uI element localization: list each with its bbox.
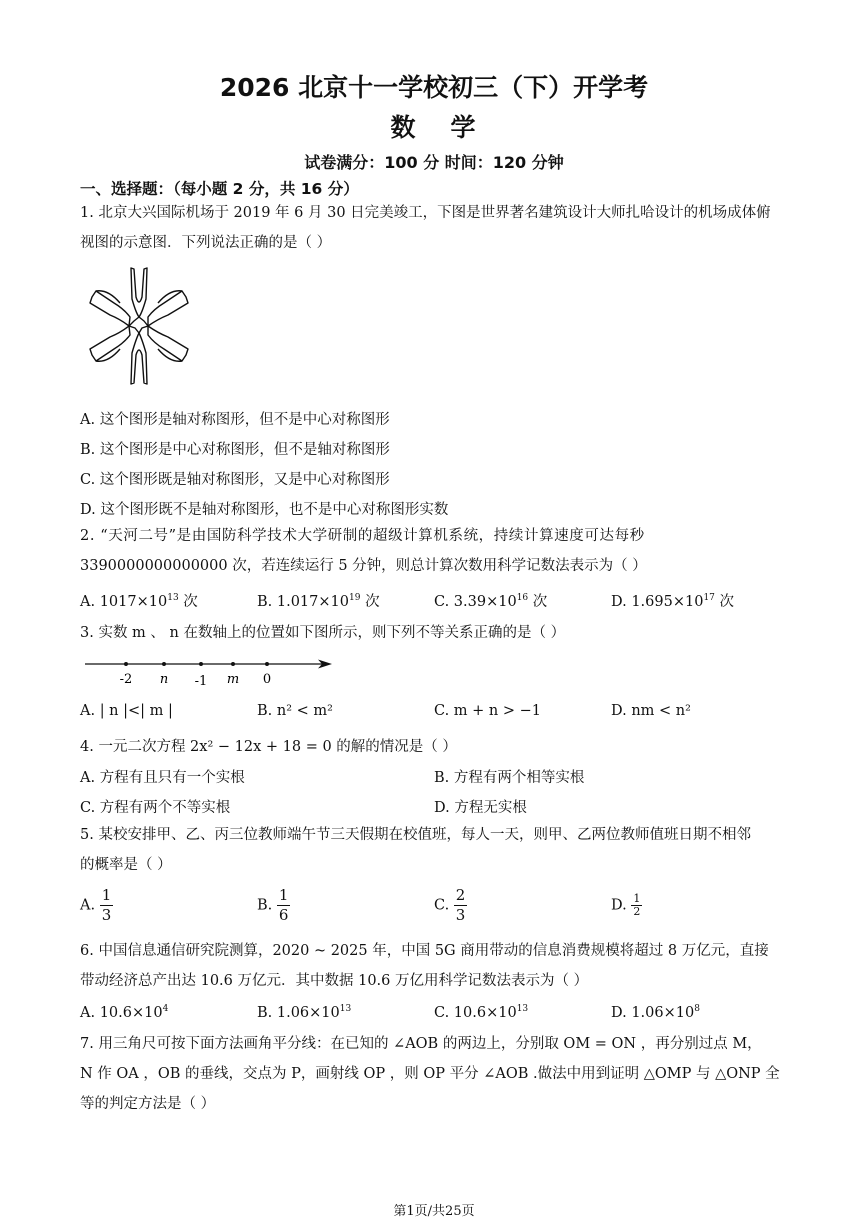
q6-option-c: C. $10.6\times 10^{13}$ [434,1004,529,1021]
q7-stem [80,1029,790,1119]
q4-option-a: A. 方程有且只有一个实根 [80,770,245,786]
tick-0 [265,662,269,666]
q4-option-b: B. 方程有两个相等实根 [434,770,585,786]
q5-option-c: C. $\frac{2}{3}$ [434,886,466,924]
q3-option-b: B. n² < m² [257,703,333,719]
q2-option-c: C. $3.39\times 10^{16}$ 次 [434,593,548,610]
airport-figure [84,263,194,389]
q6-stem [80,936,790,996]
q5-option-a: A. $\frac{1}{3}$ [80,886,112,924]
q3-option-d: D. nm < n² [611,703,691,719]
tick-m [231,662,235,666]
axis-label-n: n [159,672,169,687]
q2-option-a: A. $1017\times 10^{13}$ 次 [80,593,198,610]
q6-stem-line2: 带动经济总产出达 10.6 万亿元．其中数据 10.6 万亿用科学记数法表示为（ ） [80,973,589,989]
axis-label-neg1: -1 [194,674,208,688]
q5-option-d: D. $\frac{1}{2}$ [611,892,641,918]
subject-char-2: 学 [450,113,478,142]
subject-title [0,108,868,144]
q1-option-b: B. 这个图形是中心对称图形，但不是轴对称图形 [80,442,390,458]
q1-stem-line1: 1. 北京大兴国际机场于 2019 年 6 月 30 日完美竣工，下图是世界著名建筑设计大师扎哈设计的机场成体俯 [80,205,771,221]
axis-label-0: 0 [262,672,272,687]
q6-option-d: D. $1.06\times 10^8$ [611,1004,700,1021]
tick-neg2 [124,662,128,666]
q1-option-d: D. 这个图形既不是轴对称图形，也不是中心对称图形实数 [80,502,449,518]
q4-option-d: D. 方程无实根 [434,800,527,816]
q2-stem-line2: 3390000000000000 次，若连续运行 5 分钟，则总计算次数用科学记数法表示为（ ） [80,558,647,574]
q3-stem: 3. 实数 m 、 n 在数轴上的位置如下图所示，则下列不等关系正确的是（ ） [80,625,566,641]
q7-stem-line2: N 作 OA ，OB 的垂线，交点为 P，画射线 OP ，则 OP 平分 ∠AOB .做法中用到证明 △OMP 与 △ONP 全 [80,1066,780,1082]
q4-option-c: C. 方程有两个不等实根 [80,800,231,816]
q5-stem-line1: 5. 某校安排甲、乙、丙三位教师端午节三天假期在校值班，每人一天，则甲、乙两位教师值班日期不相邻 [80,827,751,843]
q7-stem-line3: 等的判定方法是（ ） [80,1096,216,1112]
q3-option-c: C. m + n > −1 [434,703,541,719]
q4-stem: 4. 一元二次方程 2x² − 12x + 18 = 0 的解的情况是（ ） [80,739,457,755]
q2-option-d: D. $1.695\times 10^{17}$ 次 [611,593,735,610]
q6-option-b: B. $1.06\times 10^{13}$ [257,1004,352,1021]
q2-option-b: B. $1.017\times 10^{19}$ 次 [257,593,380,610]
page-footer: 第1页/共25页 [393,1204,475,1219]
axis-label-neg2: -2 [119,672,133,687]
q7-stem-line1: 7. 用三角尺可按下面方法画角平分线：在已知的 ∠AOB 的两边上，分别取 OM = ON ，再分别过点 M， [80,1036,762,1052]
tick-n [162,662,166,666]
subject-char-1: 数 [390,113,418,142]
q1-option-c: C. 这个图形既是轴对称图形，又是中心对称图形 [80,472,390,488]
section-heading: 一、选择题：（每小题 2 分，共 16 分） [80,180,359,198]
exam-info: 试卷满分：100 分 时间：120 分钟 [304,153,564,172]
q1-stem-line2: 视图的示意图．下列说法正确的是（ ） [80,235,332,251]
q2-stem [80,521,790,581]
q1-option-a: A. 这个图形是轴对称图形，但不是中心对称图形 [80,412,390,428]
q5-option-b: B. $\frac{1}{6}$ [257,886,289,924]
q1-stem [80,198,790,258]
number-line [80,652,340,688]
q5-stem-line2: 的概率是（ ） [80,857,172,873]
q5-stem [80,820,790,880]
q6-option-a: A. $10.6\times 10^4$ [80,1004,169,1021]
q3-option-a: A. | n |<| m | [80,703,173,719]
q6-stem-line1: 6. 中国信息通信研究院测算，2020 ~ 2025 年，中国 5G 商用带动的信息消费规模将超过 8 万亿元，直接 [80,943,769,959]
q2-stem-line1: 2. “天河二号”是由国防科学技术大学研制的超级计算机系统，持续计算速度可达每秒 [80,528,645,544]
axis-label-m: m [226,672,240,687]
tick-neg1 [199,662,203,666]
exam-title: 2026 北京十一学校初三（下）开学考 [219,73,649,102]
